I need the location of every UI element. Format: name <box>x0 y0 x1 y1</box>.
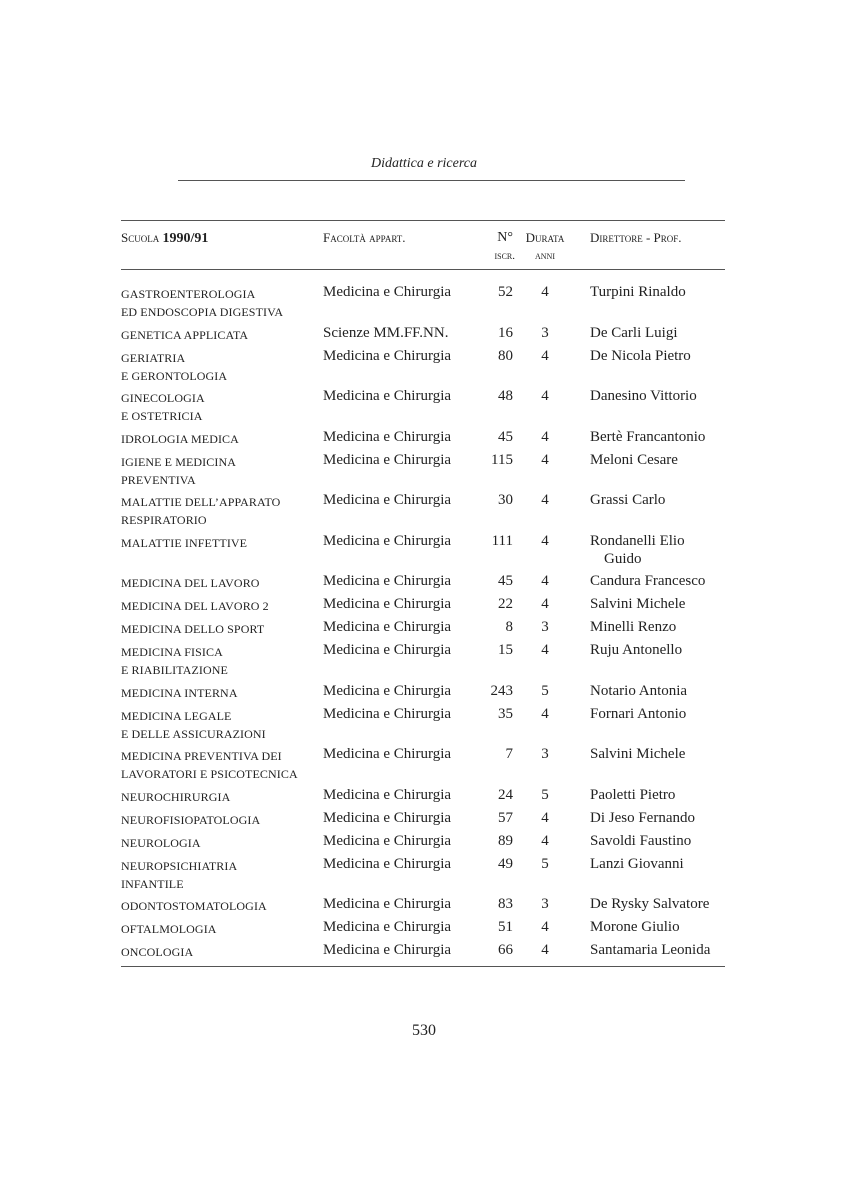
cell-durata: 5 <box>541 855 549 872</box>
cell-scuola <box>121 620 321 638</box>
cell-facolta: Medicina e Chirurgia <box>323 855 452 872</box>
cell-facolta: Medicina e Chirurgia <box>323 451 452 468</box>
cell-facolta: Medicina e Chirurgia <box>323 832 452 849</box>
cell-scuola <box>121 897 321 915</box>
table-row <box>121 941 725 964</box>
cell-iscritti: 52 <box>498 284 513 300</box>
cell-scuola <box>121 834 321 852</box>
cell-iscritti: 57 <box>498 809 513 826</box>
cell-direttore <box>590 705 725 723</box>
cell-scuola <box>121 707 321 743</box>
col-header-scuola <box>121 230 208 247</box>
cell-scuola <box>121 643 321 679</box>
table-row <box>121 895 725 918</box>
cell-durata: 4 <box>541 919 549 935</box>
cell-scuola-line1: NEUROFISIOPATOLOGIA <box>121 812 261 827</box>
cell-facolta: Medicina e Chirurgia <box>323 532 452 549</box>
table-row <box>121 641 725 682</box>
cell-scuola-line1: MEDICINA INTERNA <box>121 685 238 700</box>
cell-scuola-line1: OFTALMOLOGIA <box>121 922 217 936</box>
col-header-direttore: Direttore - Prof. <box>590 230 682 245</box>
cell-facolta: Medicina e Chirurgia <box>323 619 452 635</box>
table-row <box>121 532 725 573</box>
cell-durata: 4 <box>541 573 549 589</box>
cell-direttore <box>590 572 725 590</box>
cell-iscritti: 30 <box>498 492 513 508</box>
table-row <box>121 832 725 855</box>
cell-direttore-line1: Rondanelli Elio <box>590 532 685 549</box>
cell-iscritti: 45 <box>498 573 513 589</box>
cell-scuola-line1: MEDICINA PREVENTIVA DEI <box>121 749 282 763</box>
cell-scuola <box>121 597 321 615</box>
col-header-scuola-label: Scuola <box>121 230 160 245</box>
cell-scuola-line1: MEDICINA LEGALE <box>121 708 232 723</box>
cell-direttore-line1: De Nicola Pietro <box>590 347 691 364</box>
cell-scuola-line1: ONCOLOGIA <box>121 945 194 959</box>
cell-direttore <box>590 745 725 763</box>
cell-direttore-line1: De Rysky Salvatore <box>590 896 710 912</box>
col-header-iscritti: iscr. <box>494 250 515 262</box>
cell-direttore <box>590 682 725 700</box>
cell-direttore <box>590 832 725 850</box>
cell-facolta: Scienze MM.FF.NN. <box>323 324 449 341</box>
cell-iscritti: 80 <box>498 347 513 364</box>
cell-durata: 4 <box>541 492 549 508</box>
cell-facolta: Medicina e Chirurgia <box>323 284 452 300</box>
cell-durata: 4 <box>541 388 549 404</box>
table-row <box>121 387 725 428</box>
cell-scuola-line1: NEUROCHIRURGIA <box>121 789 231 804</box>
cell-durata: 4 <box>541 705 549 722</box>
cell-direttore-line1: Grassi Carlo <box>590 492 666 508</box>
cell-durata: 3 <box>541 896 549 912</box>
cell-scuola <box>121 493 321 529</box>
cell-durata: 4 <box>541 451 549 468</box>
col-header-scuola-year: 1990/91 <box>162 231 209 246</box>
cell-scuola <box>121 389 321 425</box>
cell-facolta: Medicina e Chirurgia <box>323 786 452 803</box>
cell-scuola <box>121 811 321 829</box>
cell-scuola <box>121 684 321 702</box>
cell-durata: 3 <box>541 746 549 762</box>
cell-iscritti: 49 <box>498 855 513 872</box>
cell-scuola-line2: E RIABILITAZIONE <box>121 663 228 677</box>
cell-facolta: Medicina e Chirurgia <box>323 492 452 508</box>
cell-direttore-line1: De Carli Luigi <box>590 324 678 341</box>
table-row <box>121 786 725 809</box>
cell-scuola-line2: E GERONTOLOGIA <box>121 368 228 383</box>
cell-scuola-line2: RESPIRATORIO <box>121 513 207 527</box>
cell-facolta: Medicina e Chirurgia <box>323 942 452 958</box>
cell-direttore <box>590 532 725 568</box>
cell-facolta: Medicina e Chirurgia <box>323 682 452 699</box>
cell-iscritti: 45 <box>498 428 513 445</box>
cell-durata: 3 <box>541 324 549 341</box>
col-header-durata: Durata <box>525 230 565 245</box>
cell-direttore-line1: Ruju Antonello <box>590 642 683 658</box>
cell-scuola <box>121 920 321 938</box>
table-row <box>121 855 725 896</box>
cell-direttore <box>590 451 725 469</box>
cell-facolta: Medicina e Chirurgia <box>323 347 452 364</box>
cell-durata: 4 <box>541 428 549 445</box>
cell-scuola-line1: ODONTOSTOMATOLOGIA <box>121 899 267 913</box>
page-number: 530 <box>412 1022 436 1039</box>
cell-scuola <box>121 349 321 385</box>
cell-scuola-line1: NEUROPSICHIATRIA <box>121 858 238 873</box>
cell-facolta: Medicina e Chirurgia <box>323 388 452 404</box>
cell-direttore-line1: Minelli Renzo <box>590 619 677 635</box>
table-row <box>121 595 725 618</box>
cell-direttore-line1: Savoldi Faustino <box>590 832 692 849</box>
cell-direttore-line1: Santamaria Leonida <box>590 942 711 958</box>
col-header-facolta: Facoltà appart. <box>323 230 406 245</box>
cell-iscritti: 24 <box>498 786 513 803</box>
cell-iscritti: 35 <box>498 705 513 722</box>
col-header-anni: anni <box>535 250 555 262</box>
cell-direttore-line1: Lanzi Giovanni <box>590 855 684 872</box>
cell-iscritti: 243 <box>490 682 513 699</box>
cell-scuola-line2: LAVORATORI E PSICOTECNICA <box>121 767 298 781</box>
table-row <box>121 428 725 451</box>
cell-scuola-line1: MEDICINA DEL LAVORO <box>121 576 260 590</box>
cell-durata: 5 <box>541 786 549 803</box>
table-row <box>121 324 725 347</box>
cell-facolta: Medicina e Chirurgia <box>323 896 452 912</box>
cell-scuola-line1: MALATTIE DELL’APPARATO <box>121 495 281 509</box>
cell-scuola-line2: E DELLE ASSICURAZIONI <box>121 726 266 741</box>
cell-scuola <box>121 943 321 961</box>
table-header <box>121 221 725 269</box>
cell-direttore <box>590 918 725 936</box>
cell-scuola <box>121 430 321 448</box>
cell-facolta: Medicina e Chirurgia <box>323 573 452 589</box>
cell-durata: 4 <box>541 284 549 300</box>
cell-scuola-line1: IGIENE E MEDICINA <box>121 454 237 469</box>
cell-direttore-line1: Turpini Rinaldo <box>590 284 686 300</box>
cell-facolta: Medicina e Chirurgia <box>323 809 452 826</box>
cell-iscritti: 7 <box>505 746 513 762</box>
cell-scuola-line1: GERIATRIA <box>121 350 186 365</box>
cell-durata: 4 <box>541 596 549 612</box>
cell-facolta: Medicina e Chirurgia <box>323 642 452 658</box>
cell-scuola-line1: GINECOLOGIA <box>121 391 205 405</box>
table-row <box>121 918 725 941</box>
cell-direttore-line1: Bertè Francantonio <box>590 428 706 445</box>
table-row <box>121 451 725 492</box>
col-header-numero: N° <box>497 230 513 245</box>
cell-scuola <box>121 747 321 783</box>
cell-durata: 4 <box>541 347 549 364</box>
cell-direttore <box>590 491 725 509</box>
cell-facolta: Medicina e Chirurgia <box>323 705 452 722</box>
cell-scuola-line2: E OSTETRICIA <box>121 409 203 423</box>
cell-scuola <box>121 534 321 552</box>
cell-iscritti: 15 <box>498 642 513 658</box>
cell-scuola-line1: MALATTIE INFETTIVE <box>121 535 248 550</box>
cell-scuola <box>121 574 321 592</box>
cell-direttore <box>590 347 725 365</box>
cell-direttore-line1: Paoletti Pietro <box>590 786 676 803</box>
cell-iscritti: 89 <box>498 832 513 849</box>
cell-direttore <box>590 809 725 827</box>
cell-scuola <box>121 788 321 806</box>
cell-direttore <box>590 595 725 613</box>
cell-direttore-line1: Danesino Vittorio <box>590 388 697 404</box>
cell-direttore-line1: Meloni Cesare <box>590 451 678 468</box>
table-row <box>121 283 725 324</box>
cell-direttore <box>590 387 725 405</box>
table-row <box>121 682 725 705</box>
cell-direttore-line1: Candura Francesco <box>590 573 706 589</box>
running-header: Didattica e ricerca <box>370 156 477 171</box>
cell-direttore-line1: Di Jeso Fernando <box>590 809 695 826</box>
cell-scuola <box>121 326 321 344</box>
cell-scuola <box>121 857 321 893</box>
cell-scuola <box>121 285 321 321</box>
cell-iscritti: 48 <box>498 388 513 404</box>
cell-direttore-line1: Fornari Antonio <box>590 705 687 722</box>
cell-durata: 5 <box>541 682 549 699</box>
cell-iscritti: 83 <box>498 896 513 912</box>
cell-iscritti: 22 <box>498 596 513 612</box>
cell-direttore-line1: Salvini Michele <box>590 596 686 612</box>
table-row <box>121 347 725 388</box>
cell-facolta: Medicina e Chirurgia <box>323 596 452 612</box>
cell-scuola-line1: GENETICA APPLICATA <box>121 327 249 342</box>
table-bottom-rule <box>121 966 725 967</box>
cell-scuola-line1: MEDICINA DEL LAVORO 2 <box>121 599 269 613</box>
cell-scuola-line1: MEDICINA DELLO SPORT <box>121 622 265 636</box>
schools-table <box>121 220 725 967</box>
cell-durata: 4 <box>541 809 549 826</box>
cell-scuola <box>121 453 321 489</box>
cell-scuola-line1: IDROLOGIA MEDICA <box>121 431 239 446</box>
cell-facolta: Medicina e Chirurgia <box>323 746 452 762</box>
cell-direttore <box>590 428 725 446</box>
header-rule <box>178 180 685 181</box>
cell-durata: 3 <box>541 619 549 635</box>
cell-durata: 4 <box>541 642 549 658</box>
cell-direttore <box>590 618 725 636</box>
cell-iscritti: 16 <box>498 324 513 341</box>
cell-scuola-line2: PREVENTIVA <box>121 472 196 487</box>
table-row <box>121 745 725 786</box>
cell-scuola-line1: GASTROENTEROLOGIA <box>121 287 256 301</box>
cell-scuola-line2: ED ENDOSCOPIA DIGESTIVA <box>121 305 284 319</box>
table-body <box>121 270 725 966</box>
table-row <box>121 491 725 532</box>
cell-direttore-line1: Notario Antonia <box>590 682 688 699</box>
cell-direttore <box>590 786 725 804</box>
cell-facolta: Medicina e Chirurgia <box>323 919 452 935</box>
cell-direttore <box>590 641 725 659</box>
cell-direttore-line1: Salvini Michele <box>590 746 686 762</box>
cell-direttore-line1: Morone Giulio <box>590 919 680 935</box>
table-row <box>121 618 725 641</box>
table-row <box>121 809 725 832</box>
cell-durata: 4 <box>541 532 549 549</box>
cell-durata: 4 <box>541 942 549 958</box>
cell-iscritti: 66 <box>498 942 513 958</box>
cell-iscritti: 111 <box>491 532 513 549</box>
table-row <box>121 705 725 746</box>
cell-direttore <box>590 283 725 301</box>
cell-iscritti: 51 <box>498 919 513 935</box>
cell-durata: 4 <box>541 832 549 849</box>
cell-direttore <box>590 895 725 913</box>
cell-scuola-line2: INFANTILE <box>121 876 184 891</box>
cell-iscritti: 115 <box>491 451 513 468</box>
cell-scuola-line1: NEUROLOGIA <box>121 835 201 850</box>
cell-direttore <box>590 855 725 873</box>
table-row <box>121 572 725 595</box>
cell-direttore <box>590 324 725 342</box>
cell-scuola-line1: MEDICINA FISICA <box>121 645 223 659</box>
cell-facolta: Medicina e Chirurgia <box>323 428 452 445</box>
cell-iscritti: 8 <box>505 619 513 635</box>
cell-direttore-line2: Guido <box>604 550 642 567</box>
cell-direttore <box>590 941 725 959</box>
